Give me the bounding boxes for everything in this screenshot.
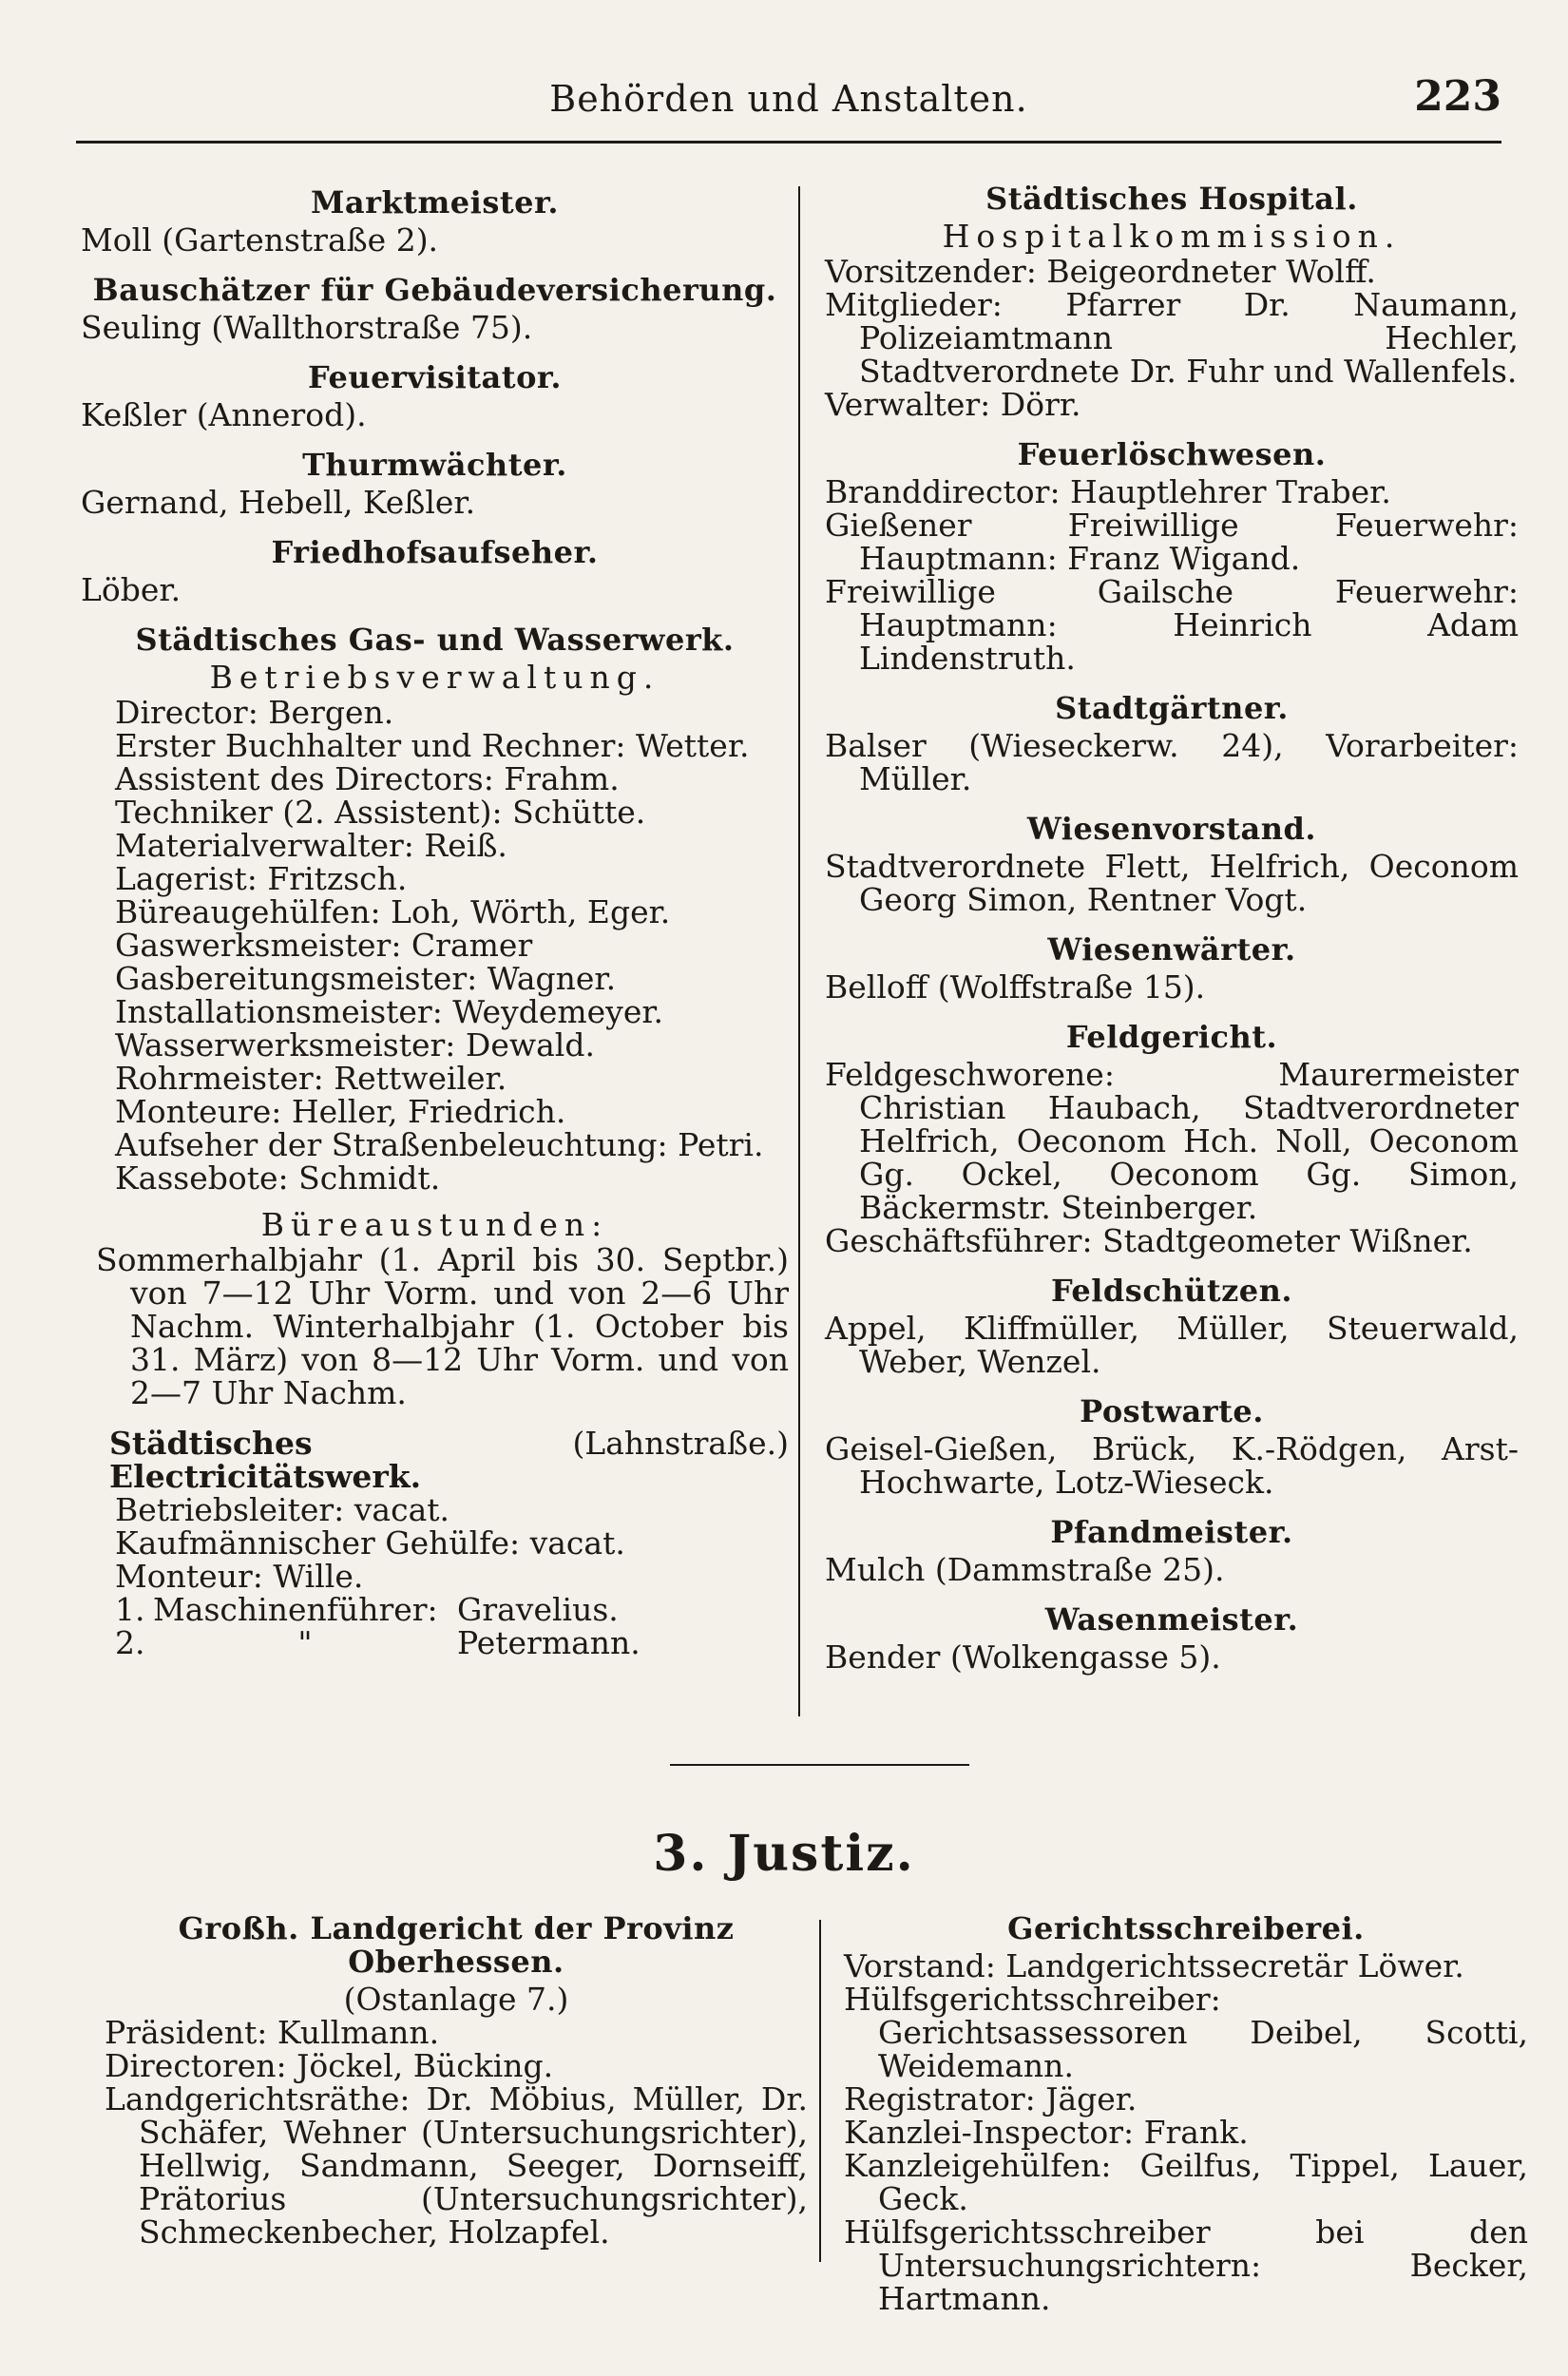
machinist-label: " (297, 1624, 313, 1661)
feuerloesch-line: Freiwillige Gailsche Feuerwehr: Hauptmann: Heinrich Adam Lindenstruth. (825, 573, 1519, 677)
bauschaetzer-line: Seuling (Wallthorstraße 75). (81, 309, 533, 346)
gaswerk-line: Büreaugehülfen: Loh, Wörth, Eger. (115, 893, 671, 930)
feldgericht-line: Geschäftsführer: Stadtgeometer Wißner. (825, 1222, 1473, 1259)
hospital-line: Mitglieder: Pfarrer Dr. Naumann, Polizeiamtmann Hechler, Stadtverordnete Dr. Fuhr und Wallenfels. (825, 286, 1519, 390)
gaswerk-line: Assistent des Directors: Frahm. (115, 760, 620, 797)
heading-marktmeister: Marktmeister. (310, 184, 560, 220)
heading-wiesenvorstand: Wiesenvorstand. (1026, 811, 1317, 847)
gaswerk-line: Installationsmeister: Weydemeyer. (115, 993, 663, 1030)
column-divider-lower (819, 1920, 821, 2262)
postwarte-line: Geisel-Gießen, Brück, K.-Rödgen, Arst-Hochwarte, Lotz-Wieseck. (825, 1430, 1519, 1501)
heading-electricitaet: Städtisches Electricitätswerk. (109, 1425, 422, 1495)
feuerloesch-line: Branddirector: Hauptlehrer Traber. (825, 473, 1391, 510)
gerichtsschreiberei-line: Kanzlei-Inspector: Frank. (844, 2114, 1249, 2151)
heading-landgericht: Großh. Landgericht der Provinz Oberhessen. (178, 1910, 735, 1980)
feldschuetzen-line: Appel, Kliffmüller, Müller, Steuerwald, Weber, Wenzel. (825, 1310, 1519, 1380)
gaswerk-subheading: Betriebsverwaltung. (209, 659, 660, 696)
heading-feldschuetzen: Feldschützen. (1050, 1273, 1293, 1309)
feldgericht-line: Feldgeschworene: Maurermeister Christian Haubach, Stadtverordneter Helfrich, Oeconom Hch. Noll, Oeconom Gg. Ockel, Oeconom Gg. Simon, Bäckermstr. Steinberger. (825, 1056, 1519, 1226)
gaswerk-line: Kassebote: Schmidt. (115, 1159, 441, 1197)
gerichtsschreiberei-line: Hülfsgerichtsschreiber: Gerichtsassessoren Deibel, Scotti, Weidemann. (844, 1981, 1528, 2084)
right-column (825, 182, 1519, 1674)
heading-feuerloesch: Feuerlöschwesen. (1017, 436, 1327, 472)
heading-feuervisitator: Feuervisitator. (308, 359, 562, 395)
running-head (76, 67, 1501, 133)
hospital-line: Verwalter: Dörr. (825, 386, 1081, 423)
gerichtsschreiberei-line: Vorstand: Landgerichtssecretär Löwer. (844, 1947, 1464, 1984)
pfandmeister-line: Mulch (Dammstraße 25). (825, 1551, 1225, 1588)
machinist-name: Gravelius. (457, 1591, 619, 1628)
thurmwaechter-line: Gernand, Hebell, Keßler. (81, 484, 476, 521)
office-hours-text: Sommerhalbjahr (1. April bis 30. Septbr.) von 7—12 Uhr Vorm. und von 2—6 Uhr Nachm. Winterhalbjahr (1. October bis 31. März) von 8—12 Uhr Vorm. und von 2—7 Uhr Nachm. (96, 1241, 789, 1411)
friedhofsaufseher-line: Löber. (81, 571, 182, 608)
heading-wasenmeister: Wasenmeister. (1044, 1601, 1299, 1638)
gaswerk-line: Techniker (2. Assistent): Schütte. (115, 794, 646, 831)
feuervisitator-line: Keßler (Annerod). (81, 396, 367, 433)
gerichtsschreiberei-column (844, 1912, 1528, 2315)
electricitaet-line: Kaufmännischer Gehülfe: vacat. (115, 1524, 625, 1562)
landgericht-line: Präsident: Kullmann. (105, 2014, 440, 2051)
section-title-justiz: 3. Justiz. (653, 1825, 915, 1883)
heading-hospital: Städtisches Hospital. (985, 181, 1358, 217)
wiesenvorstand-line: Stadtverordnete Flett, Helfrich, Oeconom Georg Simon, Rentner Vogt. (825, 848, 1519, 918)
gaswerk-line: Lagerist: Fritzsch. (115, 860, 408, 897)
heading-bauschaetzer: Bauschätzer für Gebäudeversicherung. (92, 272, 777, 308)
hospital-line: Vorsitzender: Beigeordneter Wolff. (825, 253, 1376, 290)
gerichtsschreiberei-line: Registrator: Jäger. (844, 2080, 1138, 2117)
landgericht-column (105, 1912, 808, 2249)
page-number: 223 (1414, 72, 1501, 121)
gaswerk-line: Director: Bergen. (115, 694, 394, 731)
electricitaet-line: Betriebsleiter: vacat. (115, 1491, 449, 1528)
heading-gaswerk: Städtisches Gas- und Wasserwerk. (135, 622, 735, 658)
gerichtsschreiberei-line: Hülfsgerichtsschreiber bei den Untersuchungsrichtern: Becker, Hartmann. (844, 2213, 1528, 2317)
wiesenwaerter-line: Belloff (Wolffstraße 15). (825, 968, 1206, 1006)
gaswerk-line: Gasbereitungsmeister: Wagner. (115, 960, 617, 997)
gaswerk-line: Gaswerksmeister: Cramer (115, 927, 533, 964)
feuerloesch-line: Gießener Freiwillige Feuerwehr: Hauptmann: Franz Wigand. (825, 507, 1519, 577)
wasenmeister-line: Bender (Wolkengasse 5). (825, 1638, 1221, 1676)
gaswerk-line: Rohrmeister: Rettweiler. (115, 1060, 507, 1097)
machinist-row (81, 1626, 789, 1659)
gaswerk-line: Materialverwalter: Reiß. (115, 827, 507, 864)
section-separator (670, 1764, 969, 1766)
gaswerk-line: Aufseher der Straßenbeleuchtung: Petri. (115, 1126, 764, 1163)
landgericht-line: Landgerichtsräthe: Dr. Möbius, Müller, Dr. Schäfer, Wehner (Untersuchungsrichter), Hellwig, Sandmann, Seeger, Dornseiff, Prätorius (Untersuchungsrichter), Schmeckenbecher, Holzapfel. (105, 2080, 808, 2251)
machinist-label: Maschinenführer: (153, 1591, 438, 1628)
hospital-subheading: Hospitalkommission. (942, 218, 1402, 255)
left-column (81, 186, 789, 1659)
machinist-name: Petermann. (457, 1624, 641, 1661)
gerichtsschreiberei-line: Kanzleigehülfen: Geilfus, Tippel, Lauer, Geck. (844, 2147, 1528, 2217)
running-title: Behörden und Anstalten. (549, 78, 1028, 120)
electricitaet-header-row (81, 1427, 789, 1493)
heading-postwarte: Postwarte. (1080, 1393, 1264, 1429)
electricitaet-line: Monteur: Wille. (115, 1558, 364, 1595)
heading-stadtgaertner: Stadtgärtner. (1055, 690, 1289, 726)
heading-wiesenwaerter: Wiesenwärter. (1047, 931, 1296, 968)
stadtgaertner-line: Balser (Wieseckerw. 24), Vorarbeiter: Müller. (825, 727, 1519, 797)
machinist-row (81, 1593, 789, 1626)
heading-pfandmeister: Pfandmeister. (1050, 1514, 1293, 1550)
machinist-number: 2. (115, 1624, 145, 1661)
electricitaet-address: (Lahnstraße.) (572, 1425, 789, 1462)
heading-feldgericht: Feldgericht. (1065, 1019, 1278, 1055)
landgericht-line: Directoren: Jöckel, Bücking. (105, 2047, 554, 2084)
landgericht-address: (Ostanlage 7.) (343, 1981, 569, 2018)
marktmeister-line: Moll (Gartenstraße 2). (81, 221, 439, 259)
machinist-number: 1. (115, 1591, 145, 1628)
heading-gerichtsschreiberei: Gerichtsschreiberei. (1007, 1910, 1365, 1946)
heading-thurmwaechter: Thurmwächter. (302, 447, 567, 483)
header-rule (76, 141, 1501, 144)
gaswerk-line: Erster Buchhalter und Rechner: Wetter. (115, 727, 750, 764)
gaswerk-line: Wasserwerksmeister: Dewald. (115, 1026, 595, 1063)
gaswerk-line: Monteure: Heller, Friedrich. (115, 1093, 566, 1130)
office-hours-heading: Büreaustunden: (260, 1206, 609, 1243)
heading-friedhofsaufseher: Friedhofsaufseher. (271, 534, 599, 570)
column-divider (798, 186, 800, 1716)
